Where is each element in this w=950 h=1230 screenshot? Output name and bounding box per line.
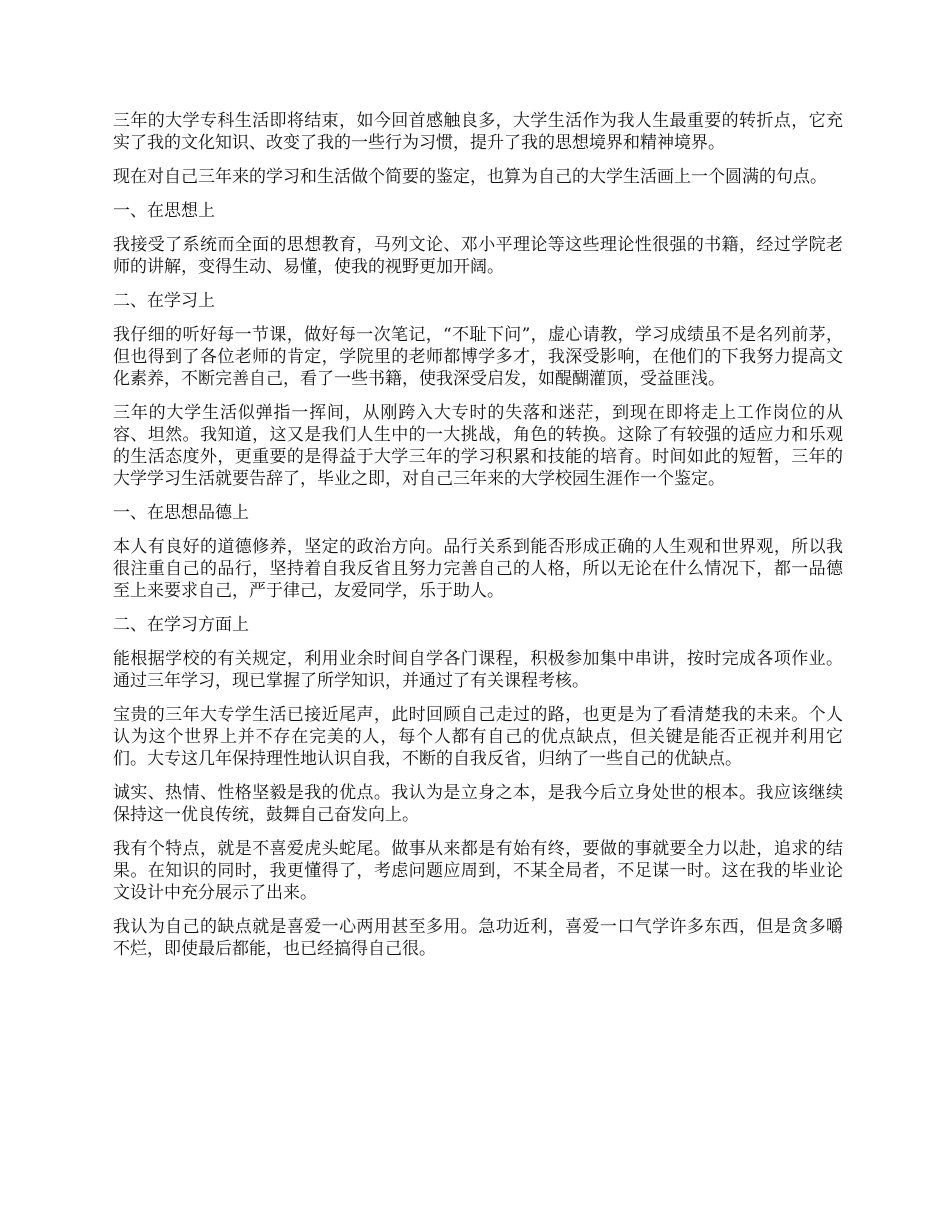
paragraph-summary: 现在对自己三年来的学习和生活做个简要的鉴定，也算为自己的大学生活画上一个圆满的句点。	[113, 167, 827, 187]
paragraph-reflection: 宝贵的三年大专学生活已接近尾声，此时回顾自己走过的路，也更是为了看清楚我的未来。个人认为这个世界上并不存在完美的人，每个人都有自己的优点缺点，但关键是能否正视并利用它们。大专这几年保持理性地认识自我，不断的自我反省，归纳了一些自己的优缺点。	[113, 705, 843, 769]
heading-learning-aspects: 二、在学习方面上	[113, 615, 249, 635]
heading-morality: 一、在思想品德上	[113, 503, 249, 523]
heading-study: 二、在学习上	[113, 291, 215, 311]
document-body	[113, 110, 843, 972]
paragraph-study: 我仔细的听好每一节课，做好每一次笔记，“不耻下问”，虚心请教，学习成绩虽不是名列前茅，但也得到了各位老师的肯定，学院里的老师都博学多才，我深受影响，在他们的下我努力提高文化素养，不断完善自己，看了一些书籍，使我深受启发，如醍醐灌顶，受益匪浅。	[113, 325, 843, 389]
paragraph-three-years: 三年的大学生活似弹指一挥间，从刚跨入大专时的失落和迷茫，到现在即将走上工作岗位的从容、坦然。我知道，这又是我们人生中的一大挑战，角色的转换。这除了有较强的适应力和乐观的生活态度外，更重要的是得益于大学三年的学习积累和技能的培育。时间如此的短暂，三年的大学学习生活就要告辞了，毕业之即，对自己三年来的大学校园生涯作一个鉴定。	[113, 403, 843, 489]
paragraph-weakness: 我认为自己的缺点就是喜爱一心两用甚至多用。急功近利，喜爱一口气学许多东西，但是贪多嚼不烂，即使最后都能，也已经搞得自己很。	[113, 917, 843, 959]
paragraph-learning-aspects: 能根据学校的有关规定，利用业余时间自学各门课程，积极参加集中串讲，按时完成各项作业。通过三年学习，现已掌握了所学知识，并通过了有关课程考核。	[113, 649, 843, 691]
paragraph-strengths: 诚实、热情、性格坚毅是我的优点。我认为是立身之本，是我今后立身处世的根本。我应该继续保持这一优良传统，鼓舞自己奋发向上。	[113, 783, 843, 825]
paragraph-thought: 我接受了系统而全面的思想教育，马列文论、邓小平理论等这些理论性很强的书籍，经过学院老师的讲解，变得生动、易懂，使我的视野更加开阔。	[113, 235, 843, 277]
paragraph-trait: 我有个特点，就是不喜爱虎头蛇尾。做事从来都是有始有终，要做的事就要全力以赴，追求的结果。在知识的同时，我更懂得了，考虑问题应周到，不某全局者，不足谋一时。这在我的毕业论文设计中充分展示了出来。	[113, 839, 843, 903]
heading-thought: 一、在思想上	[113, 201, 215, 221]
paragraph-morality: 本人有良好的道德修养，坚定的政治方向。品行关系到能否形成正确的人生观和世界观，所以我很注重自己的品行，坚持着自我反省且努力完善自己的人格，所以无论在什么情况下，都一品德至上来要求自己，严于律己，友爱同学，乐于助人。	[113, 537, 843, 601]
paragraph-intro: 三年的大学专科生活即将结束，如今回首感触良多，大学生活作为我人生最重要的转折点，它充实了我的文化知识、改变了我的一些行为习惯，提升了我的思想境界和精神境界。	[113, 111, 843, 153]
